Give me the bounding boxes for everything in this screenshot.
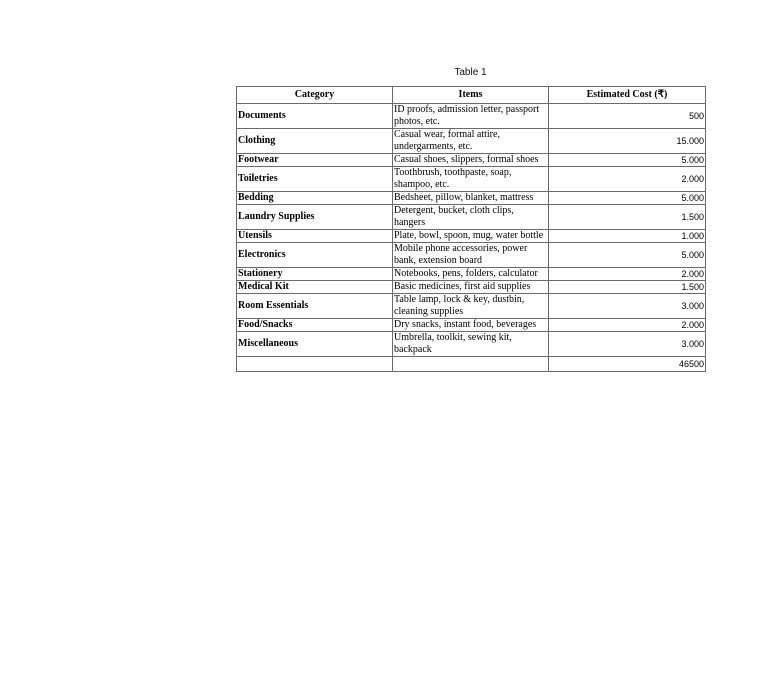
items-cell: Basic medicines, first aid supplies	[393, 281, 549, 294]
table-row	[237, 205, 706, 230]
items-cell: ID proofs, admission letter, passport photos, etc.	[393, 104, 549, 129]
table-row	[237, 129, 706, 154]
table-row	[237, 281, 706, 294]
category-cell: Stationery	[237, 268, 393, 281]
cost-cell: 2.000	[549, 167, 706, 192]
items-cell: Detergent, bucket, cloth clips, hangers	[393, 205, 549, 230]
table-row	[237, 104, 706, 129]
cost-cell: 1.000	[549, 230, 706, 243]
header-estimated-cost: Estimated Cost (₹)	[549, 87, 706, 104]
cost-cell: 3.000	[549, 332, 706, 357]
table-row	[237, 294, 706, 319]
cost-cell: 3.000	[549, 294, 706, 319]
items-cell: Notebooks, pens, folders, calculator	[393, 268, 549, 281]
category-cell: Utensils	[237, 230, 393, 243]
estimated-cost-table	[236, 86, 706, 372]
category-cell: Laundry Supplies	[237, 205, 393, 230]
total-items-cell	[393, 357, 549, 372]
table-row	[237, 154, 706, 167]
cost-cell: 2.000	[549, 319, 706, 332]
category-cell: Footwear	[237, 154, 393, 167]
items-cell: Umbrella, toolkit, sewing kit, backpack	[393, 332, 549, 357]
table-row	[237, 332, 706, 357]
cost-cell: 500	[549, 104, 706, 129]
items-cell: Bedsheet, pillow, blanket, mattress	[393, 192, 549, 205]
category-cell: Electronics	[237, 243, 393, 268]
category-cell: Food/Snacks	[237, 319, 393, 332]
table-row	[237, 192, 706, 205]
cost-cell: 5.000	[549, 192, 706, 205]
category-cell: Medical Kit	[237, 281, 393, 294]
cost-cell: 5.000	[549, 243, 706, 268]
cost-cell: 1.500	[549, 205, 706, 230]
category-cell: Miscellaneous	[237, 332, 393, 357]
total-category-cell	[237, 357, 393, 372]
items-cell: Casual shoes, slippers, formal shoes	[393, 154, 549, 167]
items-cell: Table lamp, lock & key, dustbin, cleaning supplies	[393, 294, 549, 319]
table-row	[237, 319, 706, 332]
category-cell: Clothing	[237, 129, 393, 154]
total-cost-cell: 46500	[549, 357, 706, 372]
category-cell: Bedding	[237, 192, 393, 205]
table-row	[237, 167, 706, 192]
table-header-row	[237, 87, 706, 104]
table-caption: Table 1	[454, 67, 487, 78]
table-row	[237, 243, 706, 268]
table-row	[237, 268, 706, 281]
items-cell: Plate, bowl, spoon, mug, water bottle	[393, 230, 549, 243]
table-row	[237, 230, 706, 243]
cost-cell: 5.000	[549, 154, 706, 167]
cost-cell: 15.000	[549, 129, 706, 154]
items-cell: Toothbrush, toothpaste, soap, shampoo, etc.	[393, 167, 549, 192]
cost-cell: 2.000	[549, 268, 706, 281]
header-items: Items	[393, 87, 549, 104]
items-cell: Mobile phone accessories, power bank, extension board	[393, 243, 549, 268]
items-cell: Casual wear, formal attire, undergarments, etc.	[393, 129, 549, 154]
category-cell: Room Essentials	[237, 294, 393, 319]
total-row	[237, 357, 706, 372]
category-cell: Toiletries	[237, 167, 393, 192]
category-cell: Documents	[237, 104, 393, 129]
items-cell: Dry snacks, instant food, beverages	[393, 319, 549, 332]
cost-cell: 1.500	[549, 281, 706, 294]
header-category: Category	[237, 87, 393, 104]
